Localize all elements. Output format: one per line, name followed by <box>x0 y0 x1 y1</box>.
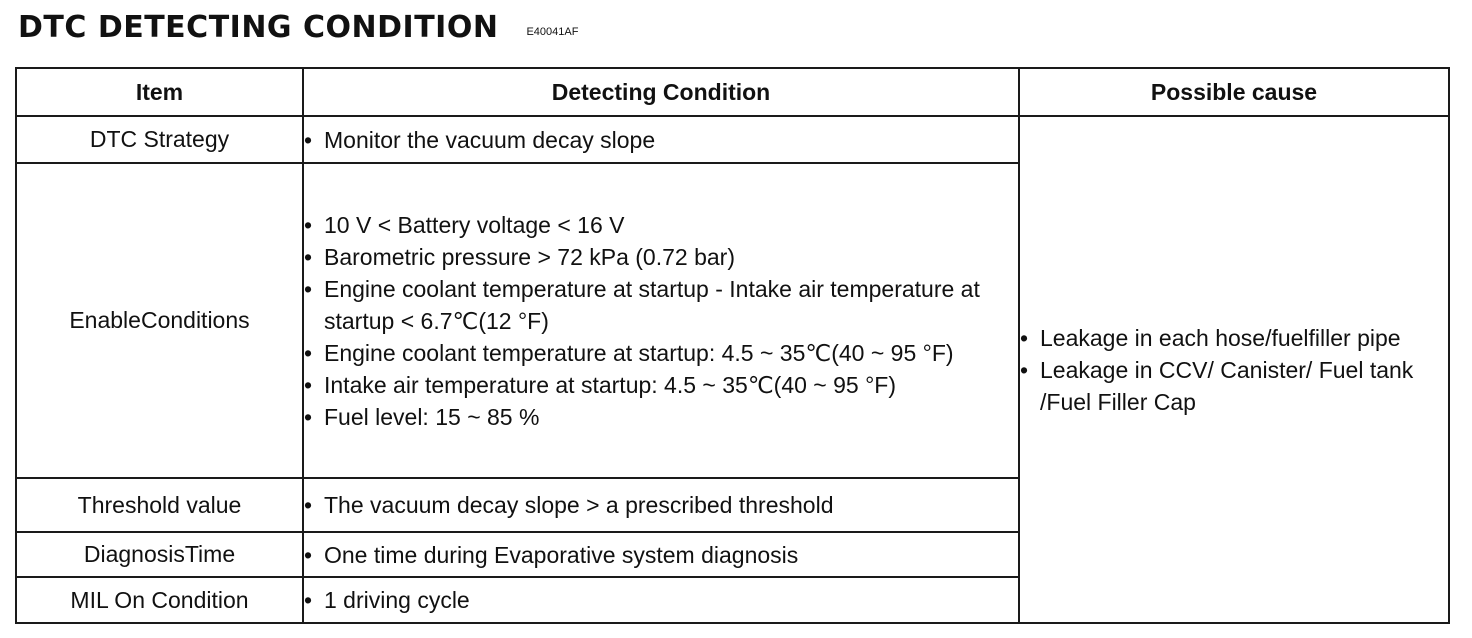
condition-item: • The vacuum decay slope > a prescribed threshold <box>304 489 1018 521</box>
condition-item: • Monitor the vacuum decay slope <box>304 124 1018 156</box>
table-header-row <box>16 68 1449 116</box>
possible-cause-list <box>1020 322 1448 418</box>
condition-cell <box>303 116 1019 163</box>
condition-cell <box>303 577 1019 623</box>
condition-item: • 1 driving cycle <box>304 584 1018 616</box>
condition-item: • One time during Evaporative system diagnosis <box>304 539 1018 571</box>
item-cell: Threshold value <box>16 478 303 532</box>
condition-list <box>304 489 1018 521</box>
condition-list <box>304 584 1018 616</box>
column-header-possible-cause: Possible cause <box>1019 68 1449 116</box>
condition-list <box>304 124 1018 156</box>
condition-item: • Fuel level: 15 ~ 85 % <box>304 401 1018 433</box>
page-title: DTC DETECTING CONDITION <box>18 9 499 45</box>
page-header <box>18 4 578 50</box>
condition-list <box>304 539 1018 571</box>
item-cell: DTC Strategy <box>16 116 303 163</box>
item-cell: DiagnosisTime <box>16 532 303 577</box>
condition-item: • Intake air temperature at startup: 4.5 ~ 35℃(40 ~ 95 °F) <box>304 369 1018 401</box>
table-row-dtc-strategy <box>16 116 1449 163</box>
item-cell: EnableConditions <box>16 163 303 478</box>
condition-cell <box>303 163 1019 478</box>
condition-cell <box>303 478 1019 532</box>
possible-cause-item: • Leakage in each hose/fuelfiller pipe <box>1020 322 1448 354</box>
condition-cell <box>303 532 1019 577</box>
condition-item: • 10 V < Battery voltage < 16 V <box>304 209 1018 241</box>
condition-item: • Engine coolant temperature at startup: 4.5 ~ 35℃(40 ~ 95 °F) <box>304 337 1018 369</box>
possible-cause-cell <box>1019 116 1449 623</box>
condition-list <box>304 209 1018 433</box>
condition-item: • Barometric pressure > 72 kPa (0.72 bar) <box>304 241 1018 273</box>
figure-code: E40041AF <box>526 26 579 38</box>
condition-item: • Engine coolant temperature at startup - Intake air temperature at startup < 6.7℃(12 °F) <box>304 273 1018 337</box>
column-header-item: Item <box>16 68 303 116</box>
column-header-detecting-condition: Detecting Condition <box>303 68 1019 116</box>
item-cell: MIL On Condition <box>16 577 303 623</box>
possible-cause-item: • Leakage in CCV/ Canister/ Fuel tank /Fuel Filler Cap <box>1020 354 1448 418</box>
dtc-condition-table <box>15 67 1450 624</box>
